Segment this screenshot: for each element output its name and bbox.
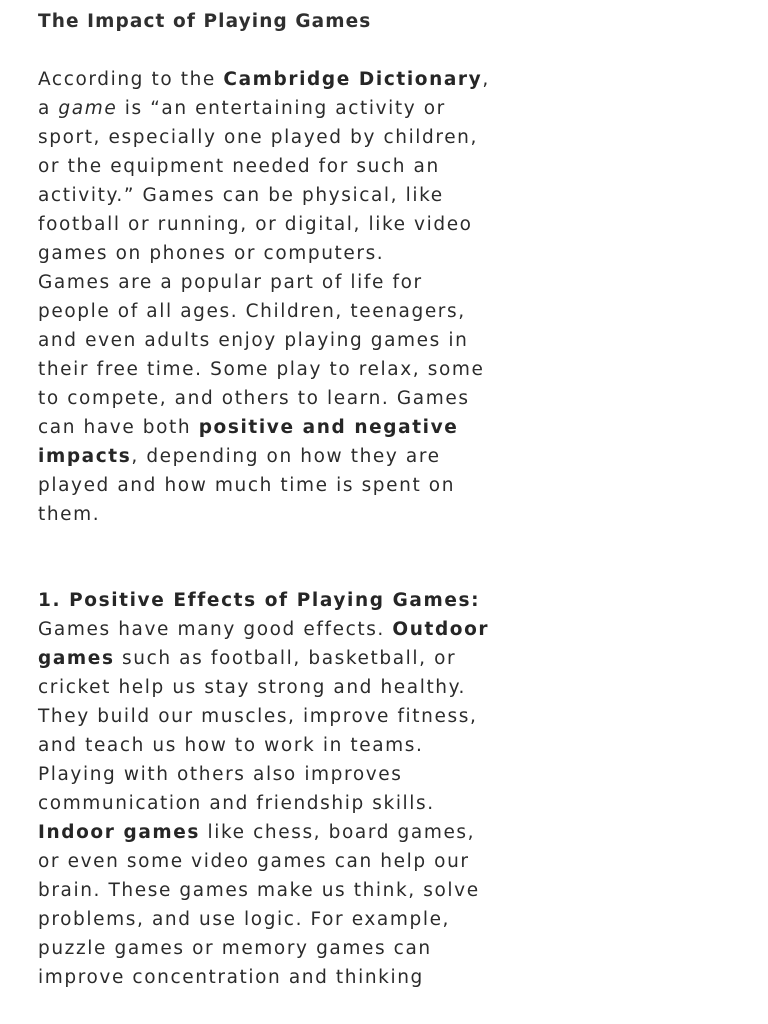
text-line: and even adults enjoy playing games in [38, 330, 469, 351]
text-line: and teach us how to work in teams. [38, 735, 424, 756]
section-positive-effects [38, 586, 738, 992]
text-line [38, 818, 738, 847]
text-line [38, 442, 738, 471]
bold-term: positive and negative [198, 417, 459, 438]
text-line: to compete, and others to learn. Games [38, 388, 470, 409]
text-run: like chess, board games, [200, 822, 476, 843]
intro-paragraph [38, 65, 738, 268]
text-line: games on phones or computers. [38, 243, 385, 264]
text-line: Playing with others also improves [38, 764, 403, 785]
text-line [38, 586, 738, 615]
text-line [38, 615, 738, 644]
text-line: They build our muscles, improve fitness, [38, 706, 478, 727]
text-line: brain. These games make us think, solve [38, 880, 480, 901]
text-run: such as football, basketball, or [114, 648, 457, 669]
bold-term: games [38, 648, 115, 669]
section-spacer [38, 529, 738, 586]
text-line [38, 413, 738, 442]
bold-term: Outdoor [392, 619, 490, 640]
text-line: communication and friendship skills. [38, 793, 435, 814]
text-line: activity.” Games can be physical, like [38, 185, 444, 206]
text-line: or the equipment needed for such an [38, 156, 440, 177]
text-line: football or running, or digital, like video [38, 214, 473, 235]
text-line: their free time. Some play to relax, some [38, 359, 485, 380]
text-run: can have both [38, 417, 199, 438]
text-line: improve concentration and thinking [38, 967, 424, 988]
body-paragraph [38, 268, 738, 529]
text-line: puzzle games or memory games can [38, 938, 432, 959]
text-line [38, 94, 738, 123]
text-line [38, 65, 738, 94]
bold-term: impacts [38, 446, 132, 467]
text-line: them. [38, 504, 101, 525]
text-line: people of all ages. Children, teenagers, [38, 301, 466, 322]
text-line: cricket help us stay strong and healthy. [38, 677, 467, 698]
text-line: problems, and use logic. For example, [38, 909, 451, 930]
section-heading: 1. Positive Effects of Playing Games: [38, 590, 481, 611]
text-run: According to the [38, 69, 224, 90]
text-run: a [38, 98, 59, 119]
text-run: , depending on how they are [131, 446, 441, 467]
italic-term: game [58, 98, 118, 119]
page-title: The Impact of Playing Games [38, 11, 372, 32]
bold-term: Cambridge Dictionary [223, 69, 483, 90]
text-line: played and how much time is spent on [38, 475, 456, 496]
text-line: Games are a popular part of life for [38, 272, 423, 293]
text-line: sport, especially one played by children, [38, 127, 478, 148]
text-line: or even some video games can help our [38, 851, 470, 872]
text-run: is “an entertaining activity or [117, 98, 446, 119]
text-line [38, 644, 738, 673]
text-run: , [482, 69, 490, 90]
bold-term: Indoor games [38, 822, 201, 843]
text-run: Games have many good effects. [38, 619, 393, 640]
